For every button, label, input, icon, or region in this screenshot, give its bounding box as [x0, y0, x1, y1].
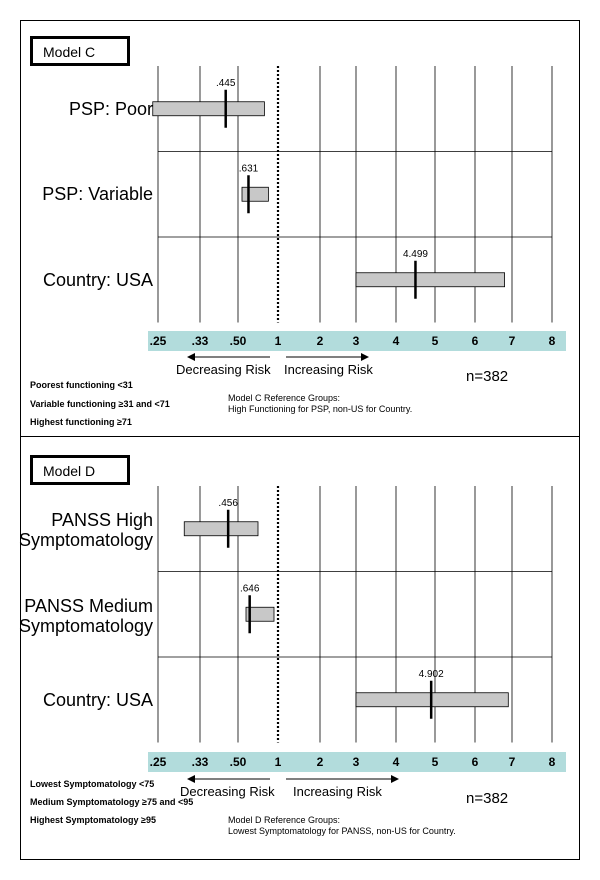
x-tick-label: .50 — [229, 755, 247, 769]
reference-line: High Functioning for PSP, non-US for Country. — [228, 404, 413, 414]
point-estimate-label: 4.499 — [402, 248, 428, 260]
ci-bar — [356, 273, 505, 287]
model-title: Model C — [30, 36, 130, 66]
x-tick-label: 6 — [471, 334, 479, 348]
x-tick-label: 7 — [508, 334, 516, 348]
x-tick-label: 8 — [548, 334, 556, 348]
row-label-line: Symptomatology — [18, 616, 153, 636]
footnote: Medium Symptomatology ≥75 and <95 — [30, 797, 194, 807]
x-tick-label: .33 — [191, 755, 209, 769]
x-tick-label: 8 — [548, 755, 556, 769]
point-estimate-label: .646 — [239, 583, 260, 595]
ci-bar — [153, 102, 265, 116]
footnote: Lowest Symptomatology <75 — [30, 779, 155, 789]
x-tick-label: 5 — [431, 755, 439, 769]
footnote: Highest Symptomatology ≥95 — [30, 815, 156, 825]
x-tick-label: 2 — [316, 334, 324, 348]
point-estimate-label: .456 — [218, 497, 238, 509]
point-estimate-label: .631 — [238, 163, 259, 175]
row-label-line: PANSS Medium — [24, 596, 153, 616]
x-tick-label: .25 — [149, 755, 167, 769]
x-tick-label: 6 — [471, 755, 479, 769]
row-label-line: Symptomatology — [18, 530, 153, 550]
reference-line: Lowest Symptomatology for PANSS, non-US for Country. — [228, 826, 456, 836]
decreasing-risk-label: Decreasing Risk — [176, 362, 271, 377]
row-label-line: PANSS High — [51, 510, 153, 530]
point-estimate-label: .445 — [215, 77, 236, 89]
ci-bar — [242, 187, 268, 201]
sample-size-label: n=382 — [466, 368, 509, 385]
row-label: PSP: Variable — [42, 184, 153, 204]
ci-bar — [184, 522, 258, 536]
x-tick-label: 3 — [352, 755, 360, 769]
row-label: Country: USA — [42, 690, 153, 710]
x-tick-label: 1 — [274, 334, 282, 348]
increasing-risk-label: Increasing Risk — [293, 784, 382, 799]
reference-line: Model C Reference Groups: — [228, 393, 341, 403]
x-tick-label: 3 — [352, 334, 360, 348]
x-tick-label: .50 — [229, 334, 247, 348]
x-tick-label: 4 — [392, 755, 400, 769]
sample-size-label: n=382 — [466, 790, 509, 807]
x-tick-label: 7 — [508, 755, 516, 769]
x-tick-label: .33 — [191, 334, 209, 348]
increasing-risk-label: Increasing Risk — [284, 362, 373, 377]
x-tick-label: 5 — [431, 334, 439, 348]
footnote: Variable functioning ≥31 and <71 — [30, 399, 170, 409]
footnote: Highest functioning ≥71 — [30, 417, 132, 427]
reference-line: Model D Reference Groups: — [228, 815, 341, 825]
x-tick-label: 2 — [316, 755, 324, 769]
footnote: Poorest functioning <31 — [30, 380, 133, 390]
x-tick-label: .25 — [149, 334, 167, 348]
decreasing-risk-label: Decreasing Risk — [180, 784, 275, 799]
x-tick-label: 4 — [392, 334, 400, 348]
row-label: Country: USA — [42, 270, 153, 290]
row-label: PSP: Poor — [68, 99, 153, 119]
x-tick-label: 1 — [274, 755, 282, 769]
point-estimate-label: 4.902 — [418, 668, 444, 680]
model-title: Model D — [30, 455, 130, 485]
